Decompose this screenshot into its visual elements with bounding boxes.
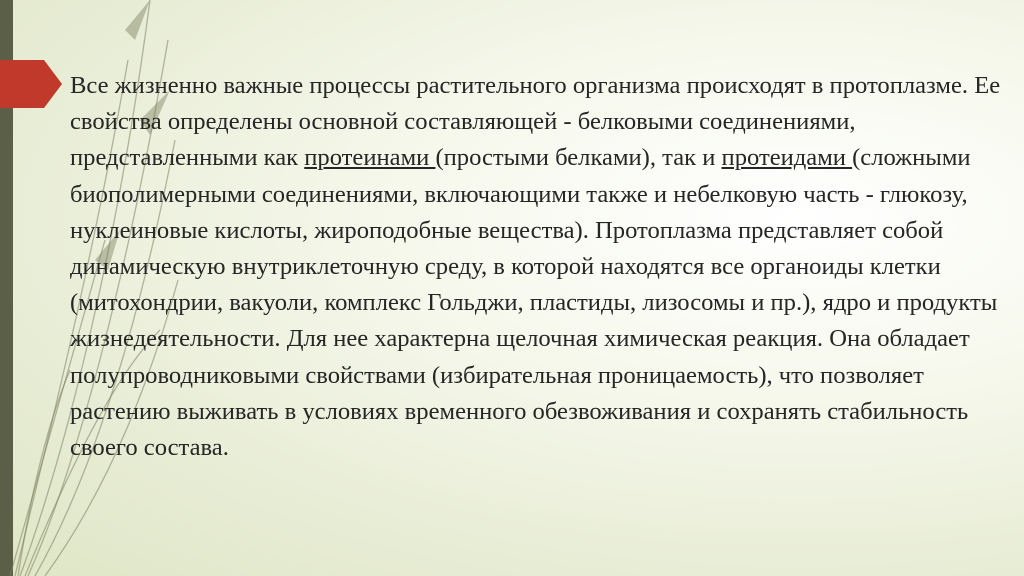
text-part-3: (сложными биополимерными соединениями, включающими также и небелковую часть - глюкозу, нуклеиновые кислоты, жироподобные вещества). Протоплазма представляет собой динамическую внутриклеточную среду, в которой находятся все органоиды клетки (митохондрии, вакуоли, комплекс Гольджи, пластиды, лизосомы и пр.), ядро и продукты жизнедеятельности. Для нее характерна щелочная химическая реакция. Она обладает полупроводниковыми свойствами (избирательная проницаемость), что позволяет растению выживать в условиях временного обезвоживания и сохранять стабильность своего состава.: [70, 144, 998, 462]
slide-body-text: [70, 68, 1015, 466]
link-proteins[interactable]: протеинами: [304, 144, 436, 172]
text-part-1: Все жизненно важные процессы растительного организма происходят в протоплазме. Ее свойства определены основной составляющей - белковыми соединениями, представленными как: [70, 72, 1001, 172]
link-proteids[interactable]: протеидами: [721, 144, 853, 172]
text-part-2: (простыми белками), так и: [435, 144, 722, 172]
red-arrow-tab: [0, 60, 62, 108]
